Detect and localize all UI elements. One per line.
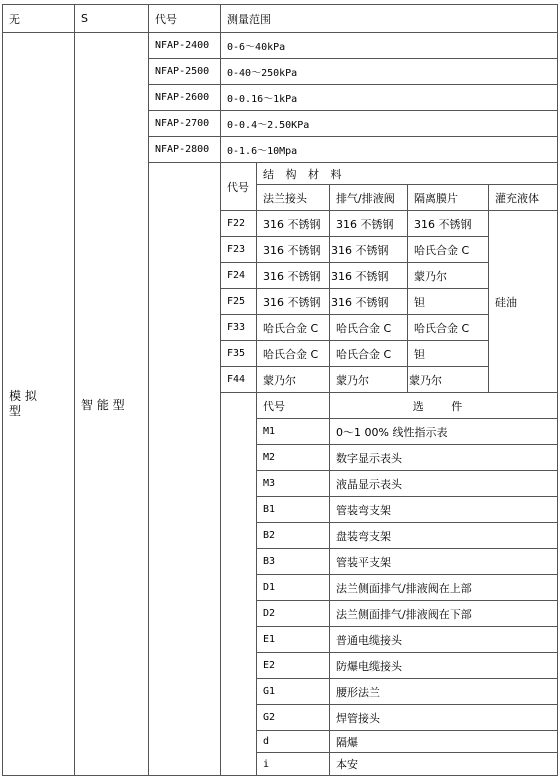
option-code: M2 (257, 445, 330, 471)
option-code: B2 (257, 523, 330, 549)
option-desc: 隔爆 (330, 731, 558, 753)
material-col-fluid: 灌充液体 (489, 185, 558, 211)
material-code: F33 (221, 315, 257, 341)
material-title: 结 构 材 料 (257, 163, 558, 185)
material-code: F23 (221, 237, 257, 263)
material-valve: 哈氏合金 C (330, 315, 408, 341)
material-flange: 哈氏合金 C (257, 341, 330, 367)
material-valve: 316 不锈钢 (330, 289, 408, 315)
option-code: G1 (257, 679, 330, 705)
material-diaphragm: 钽 (408, 341, 489, 367)
material-flange: 316 不锈钢 (257, 289, 330, 315)
material-flange: 316 不锈钢 (257, 237, 330, 263)
header-col2: S (75, 4, 149, 33)
material-valve: 蒙乃尔 (330, 367, 408, 393)
model-type-smart: 智 能 型 (75, 33, 149, 776)
option-title: 选 件 (330, 393, 558, 419)
range-value: 0-6～40kPa (221, 33, 558, 59)
material-diaphragm: 哈氏合金 C (408, 237, 489, 263)
option-desc: 液晶显示表头 (330, 471, 558, 497)
material-code: F44 (221, 367, 257, 393)
option-desc: 管装弯支架 (330, 497, 558, 523)
material-diaphragm: 哈氏合金 C (408, 315, 489, 341)
material-diaphragm: 316 不锈钢 (408, 211, 489, 237)
range-value: 0-1.6～10Mpa (221, 137, 558, 163)
option-desc: 盘装弯支架 (330, 523, 558, 549)
blank-code-column (149, 163, 221, 776)
material-col-diaphragm: 隔离膜片 (408, 185, 489, 211)
option-code-header: 代号 (257, 393, 330, 419)
option-code: D2 (257, 601, 330, 627)
option-code: d (257, 731, 330, 753)
range-value: 0-0.16～1kPa (221, 85, 558, 111)
option-code: M1 (257, 419, 330, 445)
material-flange: 哈氏合金 C (257, 315, 330, 341)
option-code: M3 (257, 471, 330, 497)
option-code: G2 (257, 705, 330, 731)
material-valve: 316 不锈钢 (330, 237, 408, 263)
option-desc: 焊管接头 (330, 705, 558, 731)
material-code-header: 代号 (221, 163, 257, 211)
material-diaphragm: 蒙乃尔 (408, 367, 489, 393)
material-code: F24 (221, 263, 257, 289)
range-code: NFAP-2500 (149, 59, 221, 85)
material-code: F22 (221, 211, 257, 237)
material-col-valve: 排气/排液阀 (330, 185, 408, 211)
option-code: E1 (257, 627, 330, 653)
option-desc: 数字显示表头 (330, 445, 558, 471)
header-col3: 代号 (149, 4, 221, 33)
material-code: F35 (221, 341, 257, 367)
material-flange: 蒙乃尔 (257, 367, 330, 393)
material-flange: 316 不锈钢 (257, 211, 330, 237)
fill-fluid: 硅油 (489, 211, 558, 393)
model-type-analog: 模 拟 型 (2, 33, 75, 776)
blank-option-indent (221, 393, 257, 776)
material-code: F25 (221, 289, 257, 315)
range-value: 0-0.4～2.50KPa (221, 111, 558, 137)
range-code: NFAP-2800 (149, 137, 221, 163)
option-code: B1 (257, 497, 330, 523)
material-valve: 316 不锈钢 (330, 211, 408, 237)
header-col1: 无 (2, 4, 75, 33)
range-code: NFAP-2700 (149, 111, 221, 137)
header-col4: 测量范围 (221, 4, 558, 33)
material-col-flange: 法兰接头 (257, 185, 330, 211)
option-desc: 0～1 00% 线性指示表 (330, 419, 558, 445)
option-desc: 本安 (330, 753, 558, 776)
material-flange: 316 不锈钢 (257, 263, 330, 289)
option-desc: 腰形法兰 (330, 679, 558, 705)
material-valve: 316 不锈钢 (330, 263, 408, 289)
option-desc: 法兰侧面排气/排液阀在下部 (330, 601, 558, 627)
option-desc: 普通电缆接头 (330, 627, 558, 653)
range-code: NFAP-2400 (149, 33, 221, 59)
option-code: i (257, 753, 330, 776)
material-diaphragm: 钽 (408, 289, 489, 315)
option-code: D1 (257, 575, 330, 601)
option-code: B3 (257, 549, 330, 575)
material-valve: 哈氏合金 C (330, 341, 408, 367)
material-diaphragm: 蒙乃尔 (408, 263, 489, 289)
option-desc: 防爆电缆接头 (330, 653, 558, 679)
option-code: E2 (257, 653, 330, 679)
option-desc: 管装平支架 (330, 549, 558, 575)
range-value: 0-40～250kPa (221, 59, 558, 85)
option-desc: 法兰侧面排气/排液阀在上部 (330, 575, 558, 601)
range-code: NFAP-2600 (149, 85, 221, 111)
